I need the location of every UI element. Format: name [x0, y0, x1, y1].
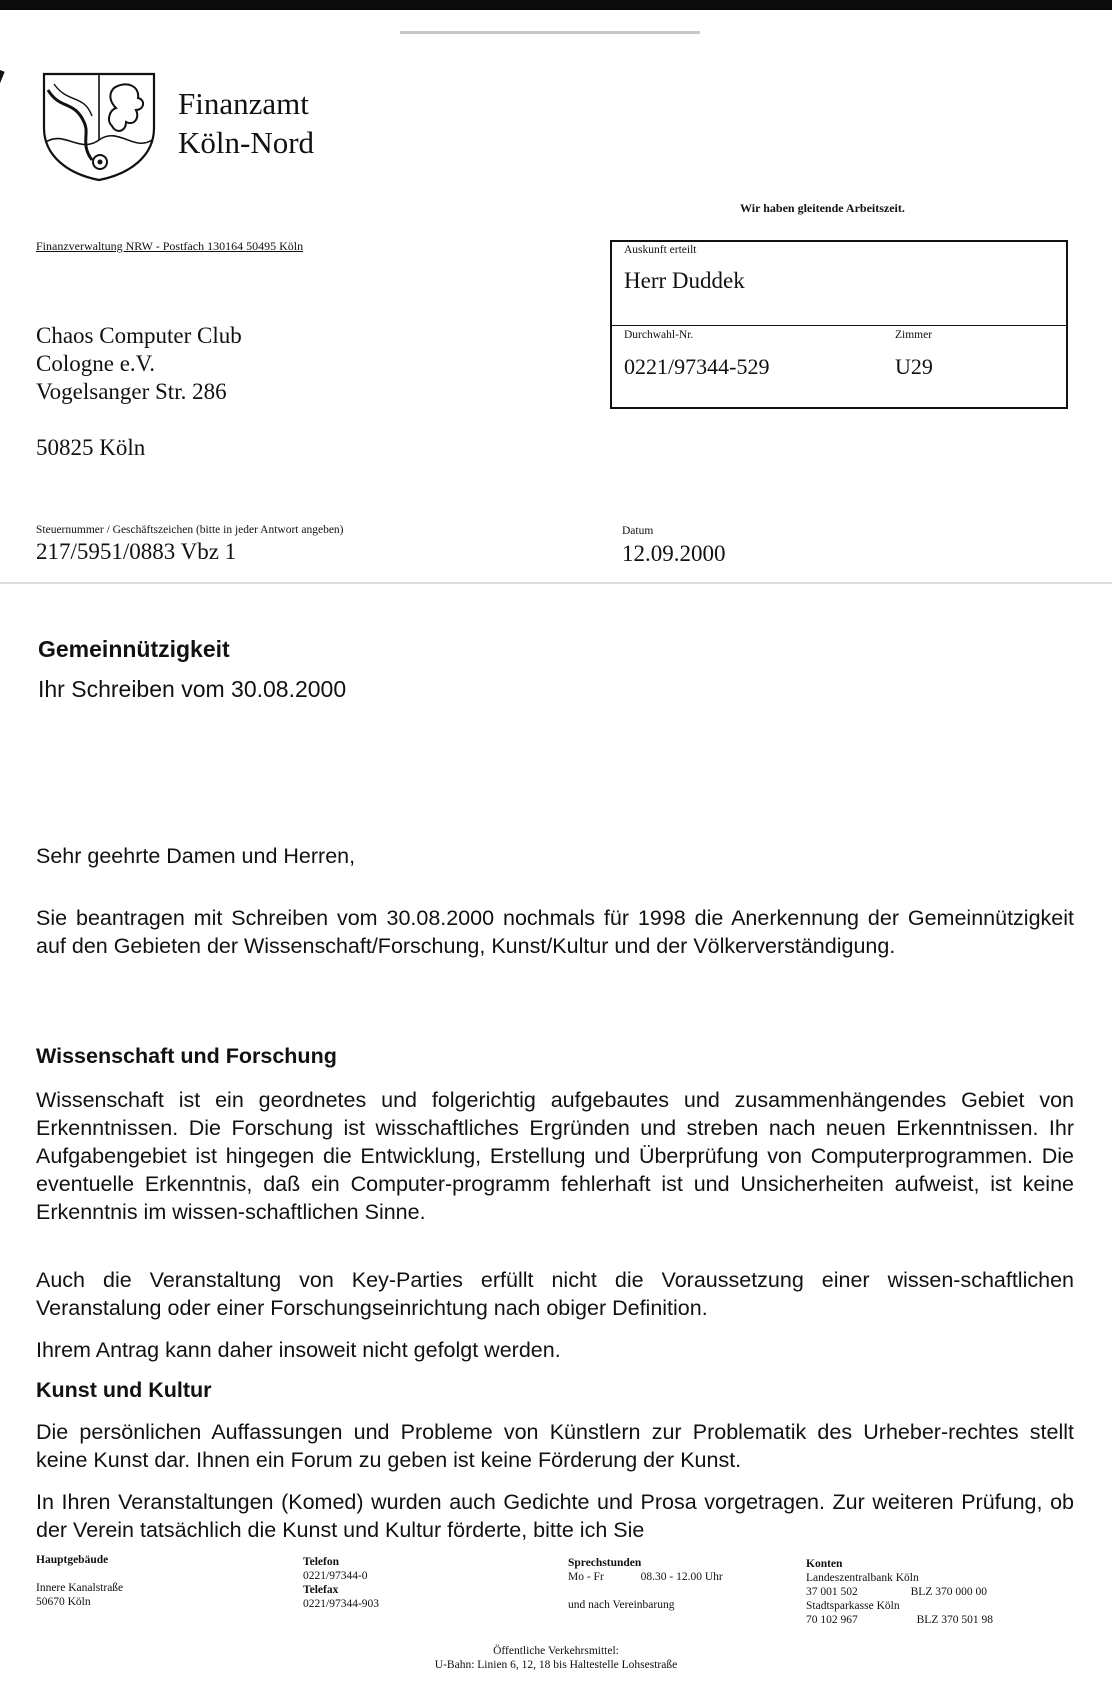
- room-number: U29: [895, 354, 933, 379]
- nrw-coat-of-arms-icon: [40, 70, 158, 182]
- accounts-heading: Konten: [806, 1558, 843, 1570]
- phone-heading: Telefon: [303, 1556, 339, 1568]
- salutation: Sehr geehrte Damen und Herren,: [36, 844, 356, 868]
- footer-accounts: [806, 1557, 993, 1627]
- footer-office-hours: [568, 1556, 723, 1612]
- bank2-blz: BLZ 370 501 98: [916, 1614, 993, 1626]
- scan-noise: [400, 31, 700, 34]
- recipient-line3: Vogelsanger Str. 286: [36, 379, 227, 404]
- bank1-name: Landeszentralbank Köln: [806, 1572, 919, 1584]
- zimmer-label: Zimmer: [895, 329, 933, 341]
- intro-paragraph: Sie beantragen mit Schreiben vom 30.08.2000 nochmals für 1998 die Anerkennung der Gemeinnützigkeit auf den Gebieten der Wissenschaft/Forschung, Kunst/Kultur und der Völkerverständigung.: [36, 905, 1074, 958]
- bank1-account: 37 001 502: [806, 1586, 858, 1598]
- science-paragraph-3: Ihrem Antrag kann daher insoweit nicht gefolgt werden.: [36, 1337, 561, 1362]
- durchwahl-label: Durchwahl-Nr.: [624, 329, 694, 341]
- scan-top-border: [0, 0, 1112, 10]
- bank2-account: 70 102 967: [806, 1614, 858, 1626]
- transit-heading: Öffentliche Verkehrsmittel:: [493, 1645, 619, 1657]
- hours-heading: Sprechstunden: [568, 1557, 642, 1569]
- building-heading: Hauptgebäude: [36, 1554, 109, 1566]
- hours-days: Mo - Fr: [568, 1571, 604, 1583]
- tax-number-label: Steuernummer / Geschäftszeichen (bitte in jeder Antwort angeben): [36, 524, 344, 536]
- date-label: Datum: [622, 525, 654, 537]
- section-heading-art: Kunst und Kultur: [36, 1377, 212, 1402]
- recipient-line1: Chaos Computer Club: [36, 323, 242, 348]
- section-heading-science: Wissenschaft und Forschung: [36, 1043, 337, 1068]
- office-name-line1: Finanzamt: [178, 86, 309, 121]
- office-name-line2: Köln-Nord: [178, 125, 315, 160]
- contact-info-box: [610, 240, 1068, 409]
- footer-building: [36, 1553, 123, 1609]
- auskunft-label: Auskunft erteilt: [624, 244, 697, 256]
- flexitime-note: Wir haben gleitende Arbeitszeit.: [740, 201, 905, 215]
- fax-value: 0221/97344-903: [303, 1598, 380, 1610]
- hours-time: 08.30 - 12.00 Uhr: [640, 1571, 723, 1583]
- footer-transit: [300, 1644, 812, 1672]
- tax-number: 217/5951/0883 Vbz 1: [36, 539, 237, 564]
- recipient-address: [36, 322, 242, 462]
- contact-person: Herr Duddek: [624, 268, 745, 293]
- letter-date: 12.09.2000: [622, 541, 726, 566]
- building-city: 50670 Köln: [36, 1596, 91, 1608]
- art-paragraph-1: Die persönlichen Auffassungen und Probleme von Künstlern zur Problematik des Urheber-rechtes stellt keine Kunst dar. Ihnen ein Forum zu geben ist keine Förderung der Kunst.: [36, 1419, 1074, 1472]
- bank1-blz: BLZ 370 000 00: [910, 1586, 987, 1598]
- transit-value: U-Bahn: Linien 6, 12, 18 bis Haltestelle Lohsestraße: [434, 1659, 678, 1671]
- subject-title: Gemeinnützigkeit: [38, 636, 230, 662]
- science-paragraph-1: Wissenschaft ist ein geordnetes und folgerichtig aufgebautes und zusammenhängendes Gebiet von Erkenntnissen. Die Forschung ist wisschaftliches Ergründen und streben nach neuen Erkenntnissen. Ihr Aufgabengebiet ist hingegen die Entwicklung, Erstellung und Überprüfung von Computerprogrammen. Die eventuelle Erkenntnis, daß ein Computer-programm fehlerhaft ist und Unsicherheiten aufweist, ist keine Erkenntnis im wissen-schaftlichen Sinne.: [36, 1087, 1074, 1224]
- hours-extra: und nach Vereinbarung: [568, 1599, 675, 1611]
- footer-phone: [303, 1555, 379, 1611]
- direct-dial-number: 0221/97344-529: [624, 354, 770, 379]
- bank2-name: Stadtsparkasse Köln: [806, 1600, 900, 1612]
- info-box-divider: [612, 325, 1066, 326]
- sender-return-address: Finanzverwaltung NRW - Postfach 130164 50495 Köln: [36, 239, 304, 253]
- subject-reference: Ihr Schreiben vom 30.08.2000: [38, 676, 347, 702]
- fax-heading: Telefax: [303, 1584, 339, 1596]
- phone-value: 0221/97344-0: [303, 1570, 368, 1582]
- recipient-line2: Cologne e.V.: [36, 351, 156, 376]
- science-paragraph-2: Auch die Veranstaltung von Key-Parties erfüllt nicht die Voraussetzung einer wissen-schaftlichen Veranstalung oder einer Forschungseinrichtung nach obiger Definition.: [36, 1267, 1074, 1320]
- tax-office-name: [178, 84, 314, 162]
- scan-noise: [0, 582, 1112, 584]
- building-street: Innere Kanalstraße: [36, 1582, 124, 1594]
- recipient-city: 50825 Köln: [36, 435, 146, 460]
- pen-mark: [0, 70, 5, 133]
- art-paragraph-2: In Ihren Veranstaltungen (Komed) wurden auch Gedichte und Prosa vorgetragen. Zur weiteren Prüfung, ob der Verein tatsächlich die Kunst und Kultur förderte, bitte ich Sie: [36, 1489, 1074, 1542]
